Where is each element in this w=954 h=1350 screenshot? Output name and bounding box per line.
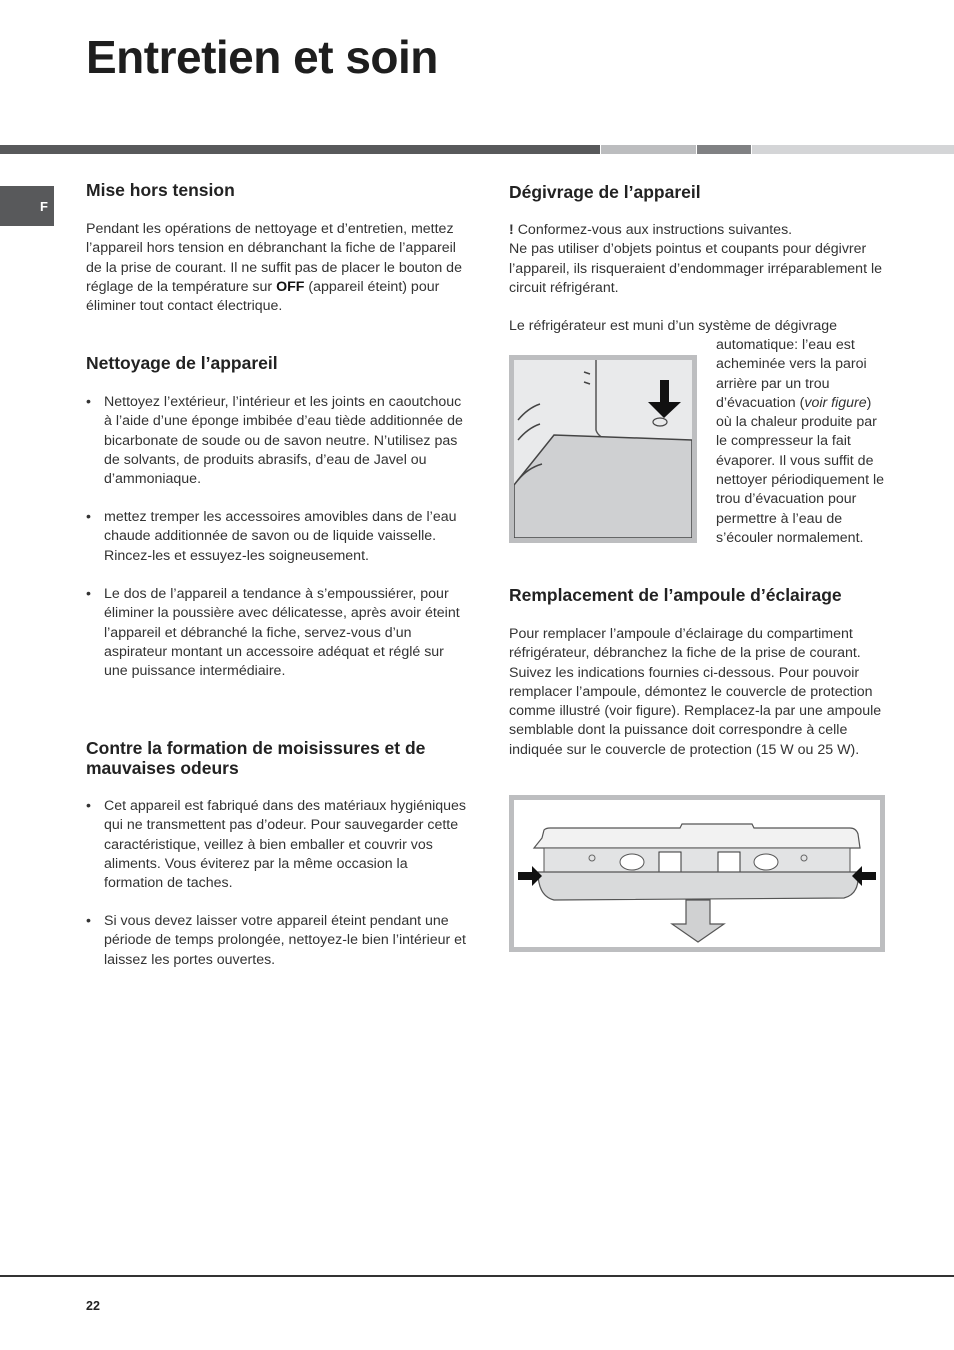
list-item	[86, 912, 468, 970]
defrost-illustration	[514, 360, 692, 538]
list-item-text: Nettoyez l’extérieur, l’intérieur et les joints en caoutchouc à l’aide d’une éponge imbibée d’eau tiède additionnée de bicarbonate de soude ou de savon neutre. N’utilisez pas de solvants, de produits abrasifs, d’eau de Javel ou d’ammoniaque.	[104, 394, 463, 488]
heading-nettoyage: Nettoyage de l’appareil	[86, 353, 278, 373]
arrow-shaft	[660, 380, 669, 404]
page-number: 22	[86, 1299, 100, 1313]
warning-text: Conformez-vous aux instructions suivantes.	[517, 222, 793, 238]
list-item-text: Si vous devez laisser votre appareil éteint pendant une période de temps prolongée, nettoyez-le bien l’intérieur et laissez les portes ouvertes.	[104, 913, 467, 968]
bullet-dot: •	[86, 394, 91, 410]
fridge-shelf	[514, 435, 692, 538]
list-item-text: mettez tremper les accessoires amovibles dans de l’eau chaude additionnée de savon ou de liquide vaisselle. Rincez-les et essuyez-les soigneusement.	[104, 509, 457, 564]
defrost-figure	[509, 355, 697, 543]
right-arrow-icon	[518, 866, 542, 886]
list-item-text: Cet appareil est fabriqué dans des matériaux hygiéniques qui ne transmettent pas d’odeur. Pour sauvegarder cette caractéristique, veillez à bien emballer et couvrir vos aliments. Vous éviterez par la même occasion la formation de taches.	[104, 798, 467, 892]
warning-mark: !	[509, 222, 514, 238]
language-tab: F	[0, 186, 54, 226]
list-item	[86, 585, 468, 681]
list-item	[86, 508, 468, 566]
lamp-figure-canvas	[514, 800, 880, 947]
paragraph-auto-intro: Le réfrigérateur est muni d’un système de dégivrage	[509, 318, 838, 334]
list-item	[86, 393, 468, 489]
off-keyword: OFF	[276, 278, 305, 295]
paragraph-auto-side	[716, 336, 891, 548]
lamp-housing-top	[534, 824, 860, 848]
heading-moisissures: Contre la formation de moisissures et de mauvaises odeurs	[86, 738, 426, 778]
footer-rule	[0, 1275, 954, 1277]
header-bar-light	[601, 145, 696, 154]
lamp-figure	[509, 795, 885, 952]
page-title: Entretien et soin	[86, 31, 438, 83]
warning-body: Ne pas utiliser d’objets pointus et coupants pour dégivrer l’appareil, ils risqueraient d’endommager irréparablement le circuit réfrigérant.	[509, 241, 883, 296]
mise-text-after: (appareil éteint) pour éliminer tout contact électrique.	[86, 278, 440, 315]
paragraph-warning	[509, 221, 889, 298]
heading-mise-hors-tension: Mise hors tension	[86, 180, 235, 200]
defrost-figure-canvas	[514, 360, 692, 538]
paragraph-ampoule: Pour remplacer l’ampoule d’éclairage du compartiment réfrigérateur, débranchez la fiche de la prise de courant. Suivez les indications fournies ci-dessous. Pour pouvoir remplacer l’ampoule, démontez le couvercle de protection comme illustré (voir figure). Remplacez-la par une ampoule semblable dont la puissance doit correspondre à celle indiquée sur le couvercle de protection (15 W ou 25 W).	[509, 626, 882, 758]
bulb-right-icon	[754, 854, 778, 870]
bullet-dot: •	[86, 509, 91, 525]
heading-ampoule: Remplacement de l’ampoule d’éclairage	[509, 585, 842, 605]
clip-right	[718, 852, 740, 872]
bullet-dot: •	[86, 798, 91, 814]
clip-left	[659, 852, 681, 872]
down-arrow-outline-icon	[672, 900, 724, 942]
auto-side-italic: voir figure	[804, 394, 867, 411]
bullet-dot: •	[86, 586, 91, 602]
lamp-illustration	[514, 800, 880, 947]
auto-side-before: automatique: l’eau est acheminée vers la paroi arrière par un trou d’évacuation (	[716, 337, 867, 411]
header-bar-dark	[0, 145, 600, 154]
bulb-left-icon	[620, 854, 644, 870]
list-item-text: Le dos de l’appareil a tendance à s’empoussiérer, pour éliminer la poussière avec délicatesse, après avoir éteint l’appareil et débranché la fiche, servez-vous d’un aspirateur montant un accessoire adéquat et réglé sur une puissance intermédiaire.	[104, 586, 460, 680]
paragraph-mise-hors-tension	[86, 220, 468, 316]
auto-side-after: ) où la chaleur produite par le compresseur la fait évaporer. Il vous suffit de nettoyer périodiquement le trou d’évacuation pour permettre à l’eau de s’écouler normalement.	[716, 394, 884, 546]
bullet-dot: •	[86, 913, 91, 929]
protective-cover	[538, 872, 858, 900]
header-bar-lighter	[752, 145, 954, 154]
header-bar-mid	[697, 145, 751, 154]
heading-degivrage: Dégivrage de l’appareil	[509, 182, 701, 202]
list-item	[86, 797, 468, 893]
mise-text-before: Pendant les opérations de nettoyage et d’entretien, mettez l’appareil hors tension en débranchant la fiche de l’appareil de la prise de courant. Il ne suffit pas de placer le bouton de réglage de la température sur	[86, 221, 462, 295]
